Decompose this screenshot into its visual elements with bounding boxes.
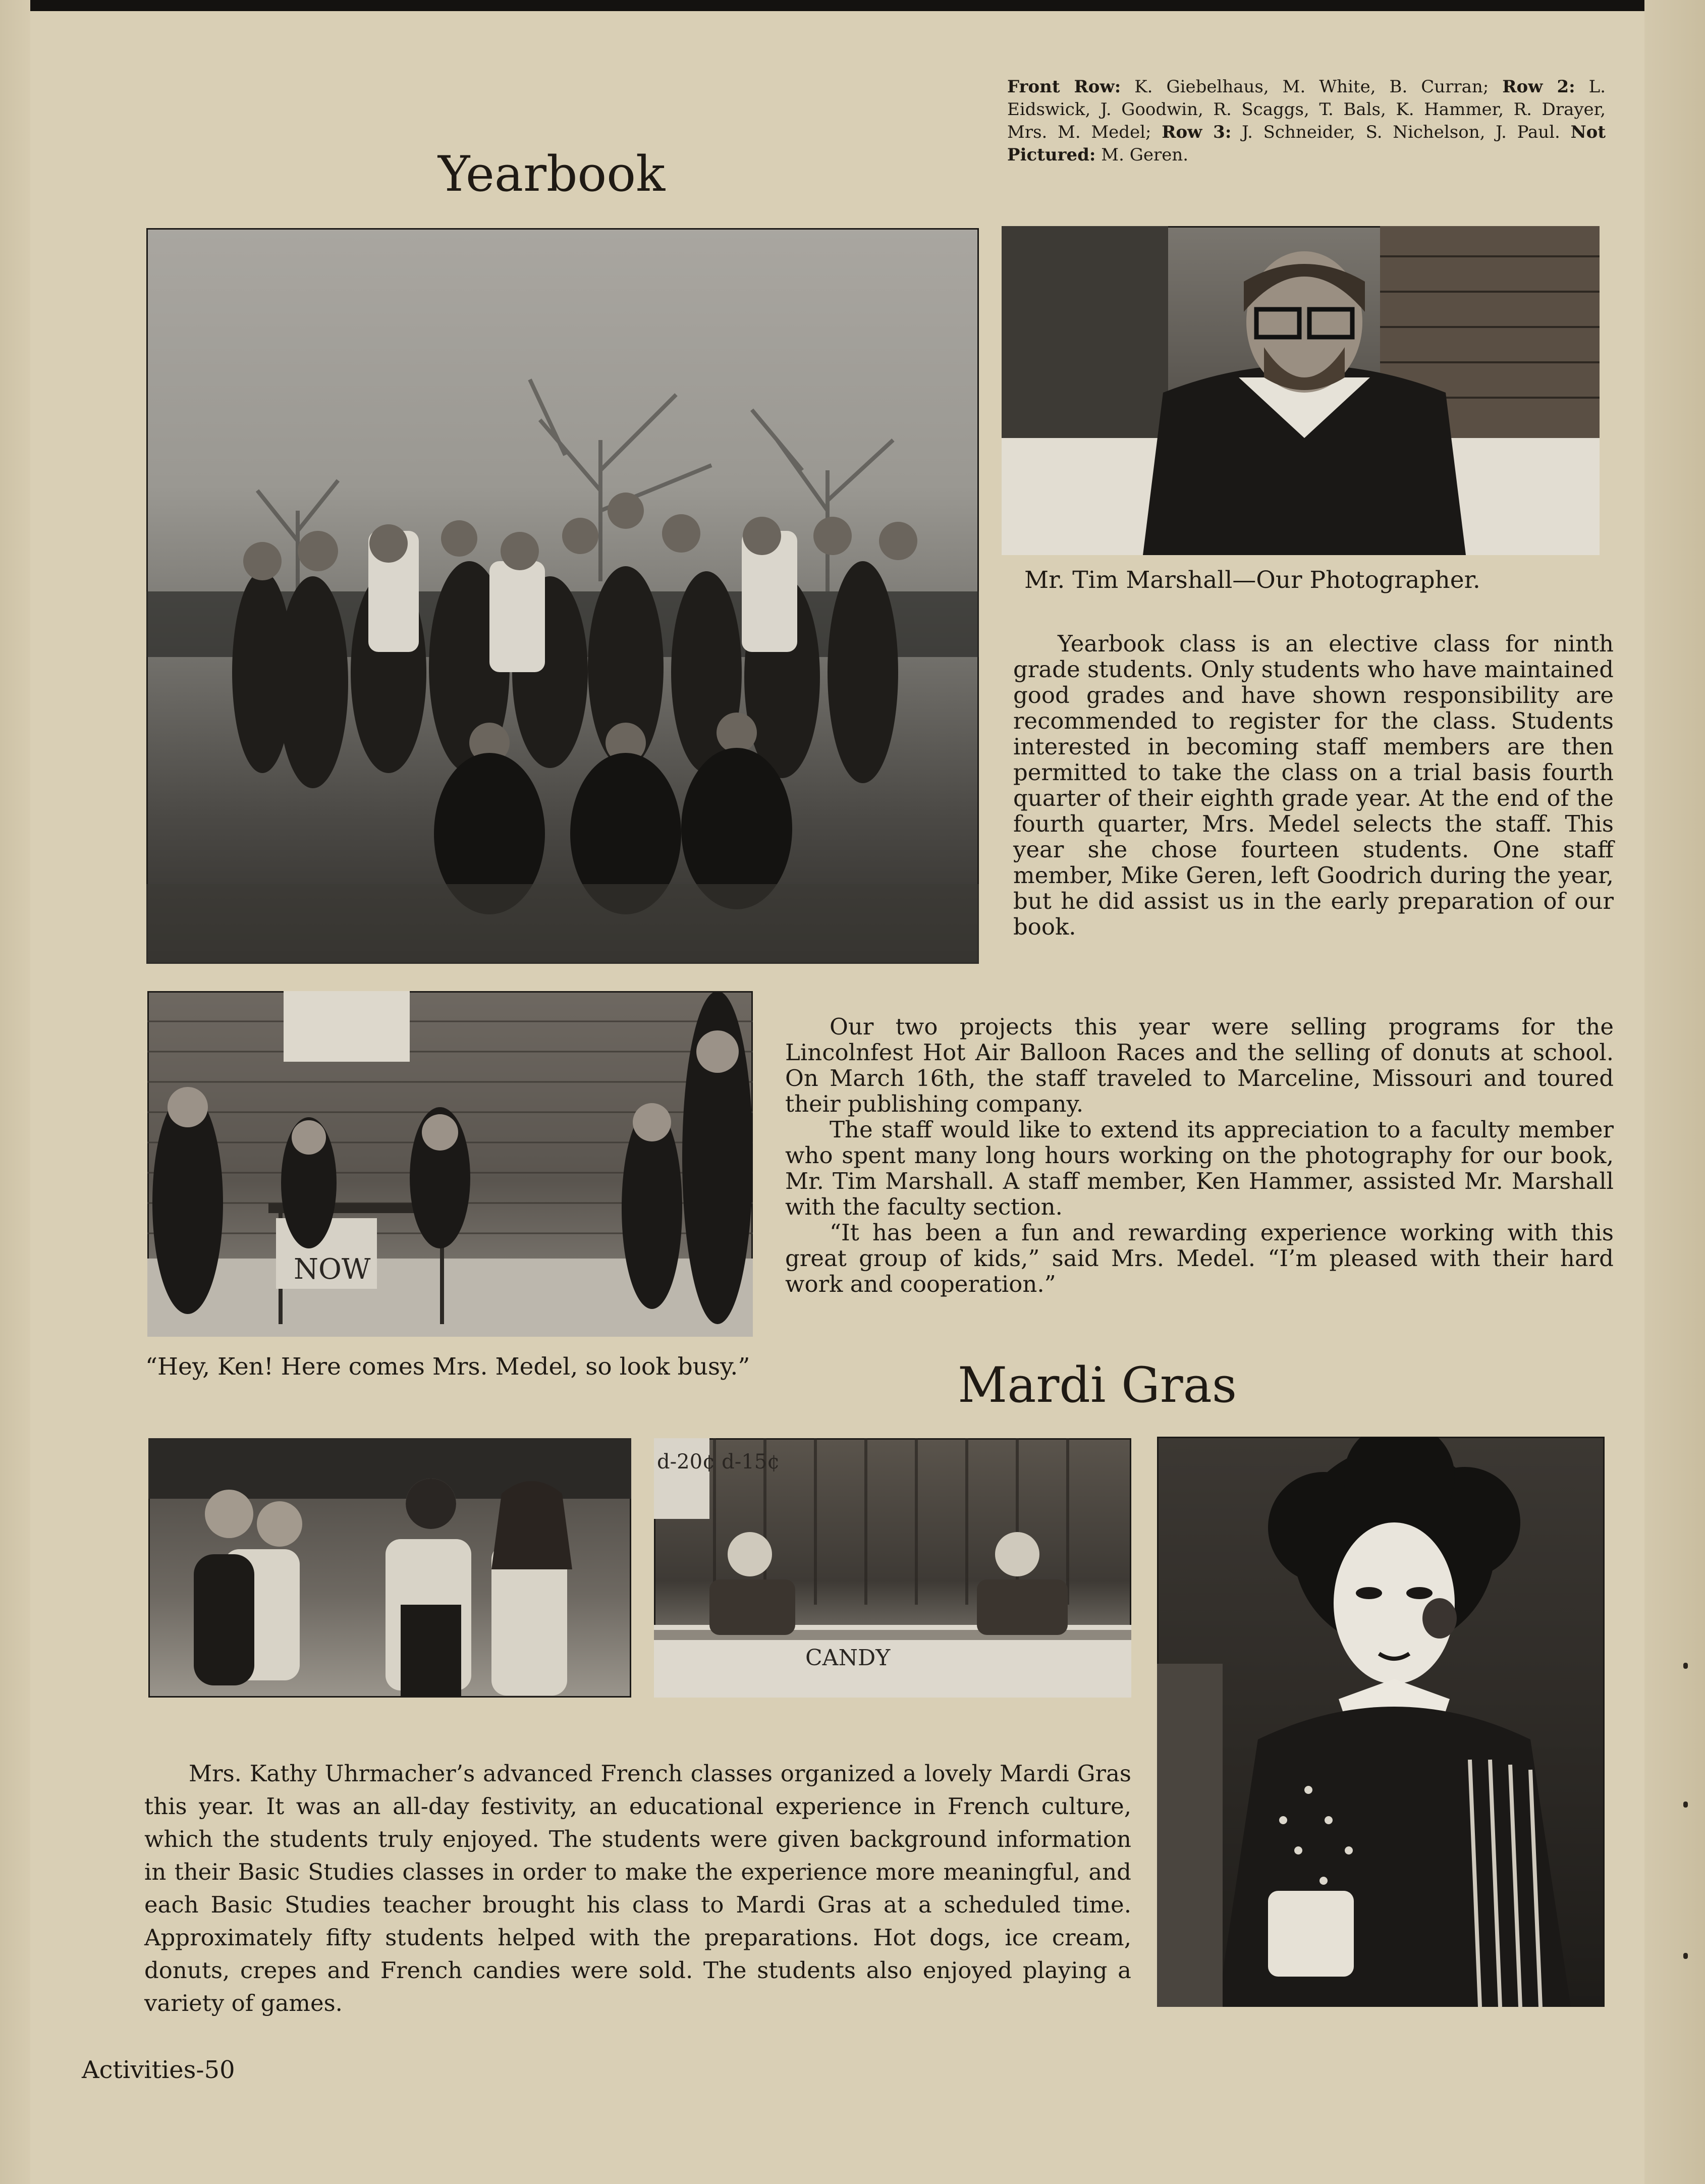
yearbook-paragraph-1: Yearbook class is an elective class for ninth grade students. Only students who have maintained good grades and have shown responsibility are recommended to register for the class. Students interested in becoming staff members are then permitted to take the class on a trial basis fourth quarter of their eighth grade year. At the end of the fourth quarter, Mrs. Medel selects the staff. This year she chose fourteen students. One staff member, Mike Geren, left Goodrich during the year, but he did assist us in the early preparation of our book. <box>1013 630 1614 940</box>
yearbook-paragraph-4: “It has been a fun and rewarding experience working with this great group of kids,” said Mrs. Medel. “I’m pleased with their hard work and cooperation.” <box>785 1219 1614 1297</box>
yearbook-paragraph-3: The staff would like to extend its appreciation to a faculty member who spent many long hours working on the photography for our book, Mr. Tim Marshall. A staff member, Ken Hammer, assisted Mr. Marshall with the faculty section. <box>785 1116 1614 1220</box>
credits-front-row: K. Giebelhaus, M. White, B. Curran; <box>1134 77 1489 97</box>
credits-row3-label: Row 3: <box>1162 122 1232 142</box>
scan-top-edge <box>0 0 1705 11</box>
yearbook-staff-group-photo <box>146 228 979 964</box>
credits-row3: J. Schneider, S. Nichelson, J. Paul. <box>1242 122 1560 142</box>
mardi-gras-body <box>144 1757 1131 2019</box>
yearbook-body-column <box>1013 631 1614 940</box>
page-folio: Activities-50 <box>82 2056 235 2084</box>
yearbook-paragraph-2: Our two projects this year were selling programs for the Lincolnfest Hot Air Balloon Races and the selling of donuts at school. On March 16th, the staff traveled to Marceline, Missouri and toured their publishing company. <box>785 1013 1614 1117</box>
photographer-caption: Mr. Tim Marshall—Our Photographer. <box>1024 566 1480 594</box>
hallway-sign-text: NOW <box>294 1253 371 1286</box>
donut-sale-hallway-photo <box>147 991 753 1337</box>
margin-speck-2 <box>1683 1801 1688 1808</box>
credits-not-pictured-label: Not Pictured: <box>1007 122 1606 165</box>
mardi-gras-heading: Mardi Gras <box>958 1357 1237 1413</box>
photographer-portrait-photo <box>1002 226 1600 555</box>
yearbook-body-lower <box>785 1014 1614 1297</box>
mardi-gras-students-illustration <box>148 1438 631 1698</box>
candy-sign-text: CANDY <box>805 1645 891 1671</box>
yearbook-heading: Yearbook <box>438 146 666 202</box>
clown-illustration <box>1157 1437 1605 2007</box>
credits-row2-label: Row 2: <box>1502 77 1575 97</box>
staff-credits <box>1007 76 1606 167</box>
credits-row2: L. Eidswick, J. Goodwin, R. Scaggs, T. Bals, K. Hammer, R. Drayer, Mrs. M. Medel; <box>1007 77 1606 142</box>
hallway-photo-caption: “Hey, Ken! Here comes Mrs. Medel, so look busy.” <box>145 1353 750 1381</box>
price-sign-text: d-20¢ d-15¢ <box>657 1450 780 1473</box>
page-left-margin <box>0 0 30 2184</box>
candy-table-illustration <box>654 1438 1131 1698</box>
mardi-gras-students-photo <box>148 1438 631 1698</box>
mardi-gras-candy-table-photo <box>654 1438 1131 1698</box>
group-photo-illustration <box>146 228 979 964</box>
hallway-illustration <box>147 991 753 1337</box>
mardi-gras-paragraph: Mrs. Kathy Uhrmacher’s advanced French classes organized a lovely Mardi Gras this year. It was an all-day festivity, an educational experience in French culture, which the students truly enjoyed. The students were given background information in their Basic Studies classes in order to make the experience more meaningful, and each Basic Studies teacher brought his class to Mardi Gras at a scheduled time. Approximately fifty students helped with the preparations. Hot dogs, ice cream, donuts, crepes and French candies were sold. The students also enjoyed playing a variety of games. <box>144 1760 1131 2016</box>
credits-front-row-label: Front Row: <box>1007 77 1121 97</box>
mardi-gras-clown-photo <box>1157 1437 1605 2007</box>
page-right-margin <box>1644 0 1705 2184</box>
photographer-illustration <box>1002 226 1600 555</box>
credits-not-pictured: M. Geren. <box>1101 145 1189 165</box>
margin-speck-3 <box>1683 1953 1688 1959</box>
margin-speck-1 <box>1683 1663 1688 1669</box>
